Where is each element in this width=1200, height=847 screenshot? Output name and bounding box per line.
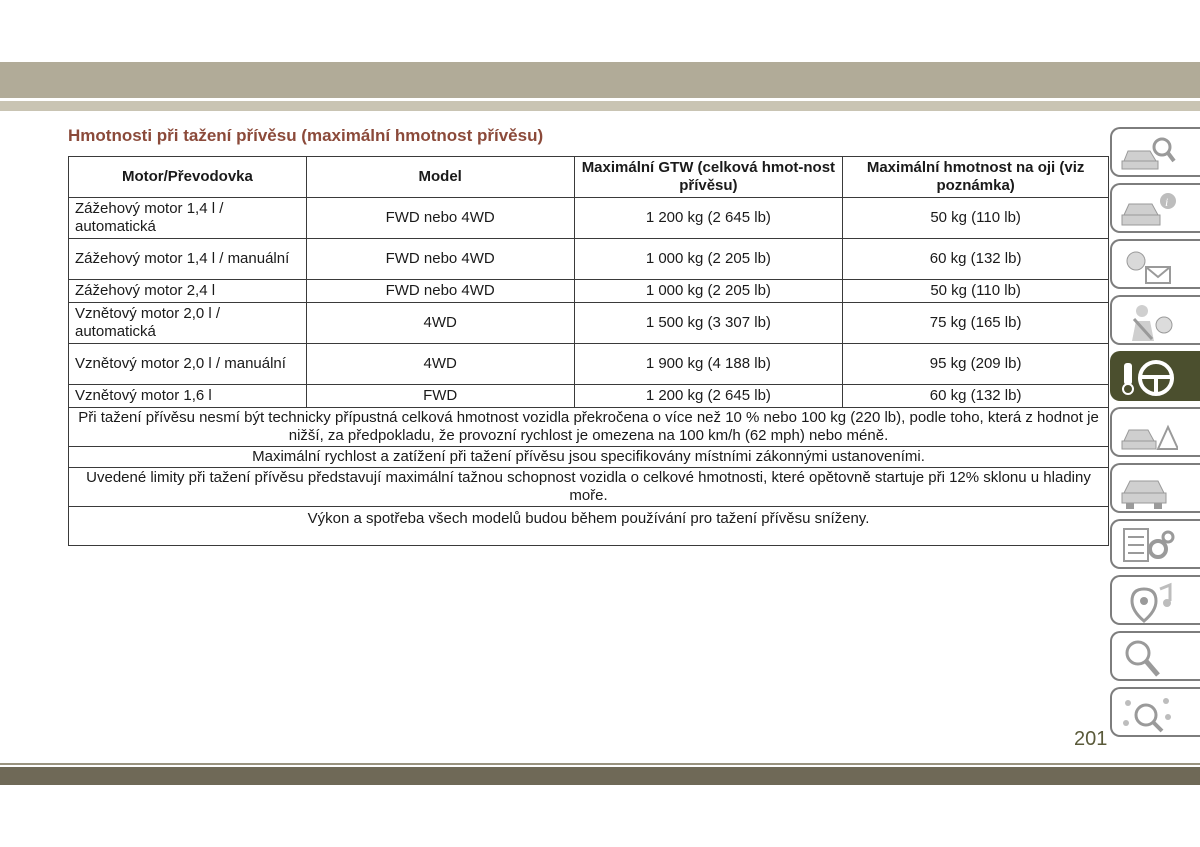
table-row bbox=[69, 280, 1109, 303]
tab-index-search[interactable] bbox=[1110, 631, 1200, 681]
cell-engine: Vznětový motor 1,6 l bbox=[69, 385, 307, 408]
cell-tongue-weight: 75 kg (165 lb) bbox=[843, 303, 1109, 344]
cell-gtw: 1 900 kg (4 188 lb) bbox=[574, 344, 843, 385]
header-model: Model bbox=[306, 157, 574, 198]
table-row bbox=[69, 198, 1109, 239]
alphabetical-index-icon bbox=[1118, 693, 1178, 735]
warning-light-mail-icon bbox=[1118, 245, 1178, 287]
table-note-row bbox=[69, 507, 1109, 546]
header-engine: Motor/Převodovka bbox=[69, 157, 307, 198]
cell-gtw: 1 000 kg (2 205 lb) bbox=[574, 239, 843, 280]
note-performance: Výkon a spotřeba všech modelů budou během používání pro tažení přívěsu sníženy. bbox=[69, 507, 1109, 546]
cell-engine: Zážehový motor 1,4 l / manuální bbox=[69, 239, 307, 280]
page-number: 201 bbox=[1074, 728, 1108, 750]
table-row bbox=[69, 344, 1109, 385]
cell-tongue-weight: 50 kg (110 lb) bbox=[843, 280, 1109, 303]
table-note-row bbox=[69, 408, 1109, 447]
cell-model: FWD nebo 4WD bbox=[306, 280, 574, 303]
top-decorative-line bbox=[0, 101, 1200, 111]
table-row bbox=[69, 303, 1109, 344]
car-search-icon bbox=[1118, 133, 1178, 175]
cell-engine: Vznětový motor 2,0 l / automatická bbox=[69, 303, 307, 344]
tab-service[interactable] bbox=[1110, 463, 1200, 513]
cell-gtw: 1 500 kg (3 307 lb) bbox=[574, 303, 843, 344]
cell-model: FWD bbox=[306, 385, 574, 408]
index-search-icon bbox=[1118, 637, 1178, 679]
header-tongue-weight: Maximální hmotnost na oji (viz poznámka) bbox=[843, 157, 1109, 198]
tab-car-info[interactable] bbox=[1110, 183, 1200, 233]
header-gtw: Maximální GTW (celková hmot-nost přívěsu) bbox=[574, 157, 843, 198]
specifications-gears-icon bbox=[1118, 525, 1178, 567]
table-row bbox=[69, 385, 1109, 408]
top-decorative-band bbox=[0, 62, 1200, 98]
bottom-decorative-band bbox=[0, 767, 1200, 785]
tab-warning-lights[interactable] bbox=[1110, 239, 1200, 289]
cell-engine: Zážehový motor 2,4 l bbox=[69, 280, 307, 303]
cell-model: FWD nebo 4WD bbox=[306, 239, 574, 280]
cell-tongue-weight: 60 kg (132 lb) bbox=[843, 239, 1109, 280]
tab-emergency[interactable] bbox=[1110, 407, 1200, 457]
tab-safety[interactable] bbox=[1110, 295, 1200, 345]
table-header-row bbox=[69, 157, 1109, 198]
cell-model: FWD nebo 4WD bbox=[306, 198, 574, 239]
key-steering-wheel-icon bbox=[1118, 357, 1178, 399]
tab-car-search[interactable] bbox=[1110, 127, 1200, 177]
section-title: Hmotnosti při tažení přívěsu (maximální hmotnost přívěsu) bbox=[68, 126, 544, 145]
towing-weights-table bbox=[68, 156, 1109, 546]
table-note-row bbox=[69, 447, 1109, 468]
table-note-row bbox=[69, 468, 1109, 507]
tab-specifications[interactable] bbox=[1110, 519, 1200, 569]
cell-tongue-weight: 50 kg (110 lb) bbox=[843, 198, 1109, 239]
cell-tongue-weight: 60 kg (132 lb) bbox=[843, 385, 1109, 408]
tab-multimedia[interactable] bbox=[1110, 575, 1200, 625]
car-service-icon bbox=[1118, 469, 1178, 511]
cell-tongue-weight: 95 kg (209 lb) bbox=[843, 344, 1109, 385]
multimedia-navigation-icon bbox=[1118, 581, 1178, 623]
cell-engine: Zážehový motor 1,4 l / automatická bbox=[69, 198, 307, 239]
cell-engine: Vznětový motor 2,0 l / manuální bbox=[69, 344, 307, 385]
tab-alphabetical-index[interactable] bbox=[1110, 687, 1200, 737]
note-legal-limits: Maximální rychlost a zatížení při tažení přívěsu jsou specifikovány místními zákonnými ustanoveními. bbox=[69, 447, 1109, 468]
cell-model: 4WD bbox=[306, 303, 574, 344]
cell-gtw: 1 000 kg (2 205 lb) bbox=[574, 280, 843, 303]
note-towing-capacity: Uvedené limity při tažení přívěsu představují maximální tažnou schopnost vozidla o celkové hmotnosti, které opětovně startuje při 12% sklonu u hladiny moře. bbox=[69, 468, 1109, 507]
cell-gtw: 1 200 kg (2 645 lb) bbox=[574, 198, 843, 239]
seatbelt-airbag-icon bbox=[1118, 301, 1178, 343]
car-info-icon bbox=[1118, 189, 1178, 231]
note-gross-weight: Při tažení přívěsu nesmí být technicky přípustná celková hmotnost vozidla překročena o více než 10 % nebo 100 kg (220 lb), podle toho, která z hodnot je nižší, za předpokladu, že provozní rychlost je omezena na 100 km/h (62 mph) nebo méně. bbox=[69, 408, 1109, 447]
car-breakdown-icon bbox=[1118, 413, 1178, 455]
svg-text:i: i bbox=[1165, 195, 1169, 209]
tab-starting-driving[interactable] bbox=[1110, 351, 1200, 401]
table-row bbox=[69, 239, 1109, 280]
cell-gtw: 1 200 kg (2 645 lb) bbox=[574, 385, 843, 408]
bottom-decorative-line bbox=[0, 763, 1200, 765]
cell-model: 4WD bbox=[306, 344, 574, 385]
